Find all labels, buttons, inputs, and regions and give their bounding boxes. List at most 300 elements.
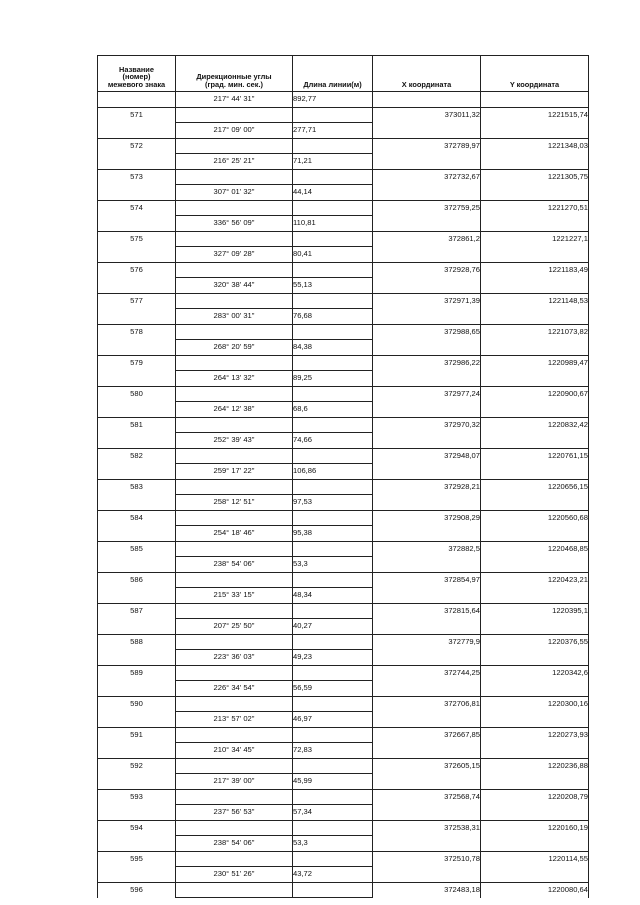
segment-y-empty [481,247,589,263]
segment-angle: 217° 09' 00" [176,123,293,139]
segment-angle: 217° 39' 00" [176,774,293,790]
header-name: Название (номер) межевого знака [98,56,176,92]
point-name: 596 [98,882,176,898]
point-x: 372706,81 [373,696,481,712]
point-y: 1221270,51 [481,200,589,216]
segment-row [98,278,589,294]
point-length-empty [293,293,373,309]
segment-row [98,526,589,542]
segment-x-empty [373,123,481,139]
point-row [98,386,589,402]
segment-name-empty [98,402,176,418]
point-y: 1220080,64 [481,882,589,898]
point-x: 372970,32 [373,417,481,433]
point-row [98,603,589,619]
segment-name-empty [98,557,176,573]
segment-x-empty [373,278,481,294]
segment-row [98,247,589,263]
segment-length: 53,3 [293,836,373,852]
point-row [98,262,589,278]
point-angle-empty [176,448,293,464]
segment-y-empty [481,495,589,511]
point-x: 372789,97 [373,138,481,154]
point-name: 588 [98,634,176,650]
point-name: 589 [98,665,176,681]
point-row [98,758,589,774]
point-length-empty [293,634,373,650]
point-angle-empty [176,138,293,154]
point-angle-empty [176,479,293,495]
segment-angle: 264° 12' 38" [176,402,293,418]
segment-length: 43,72 [293,867,373,883]
segment-length: 892,77 [293,92,373,108]
point-angle-empty [176,696,293,712]
point-angle-empty [176,634,293,650]
point-row [98,355,589,371]
segment-row [98,557,589,573]
segment-angle: 252° 39' 43" [176,433,293,449]
segment-angle: 268° 20' 59" [176,340,293,356]
point-x: 372861,2 [373,231,481,247]
segment-row [98,402,589,418]
point-x: 372854,97 [373,572,481,588]
segment-y-empty [481,340,589,356]
segment-row [98,619,589,635]
segment-length: 49,23 [293,650,373,666]
point-x: 372988,65 [373,324,481,340]
point-angle-empty [176,882,293,898]
segment-row [98,123,589,139]
point-x: 372510,78 [373,851,481,867]
segment-name-empty [98,681,176,697]
segment-angle: 230° 51' 26" [176,867,293,883]
point-y: 1221305,75 [481,169,589,185]
segment-row [98,712,589,728]
segment-row [98,185,589,201]
segment-row [98,650,589,666]
segment-length: 277,71 [293,123,373,139]
point-row [98,851,589,867]
table-body [98,92,589,898]
segment-x-empty [373,774,481,790]
segment-y-empty [481,154,589,170]
point-length-empty [293,479,373,495]
point-x: 372882,5 [373,541,481,557]
point-y: 1220761,15 [481,448,589,464]
segment-y-empty [481,681,589,697]
segment-name-empty [98,743,176,759]
point-row [98,169,589,185]
point-x: 372605,15 [373,758,481,774]
segment-length: 56,59 [293,681,373,697]
segment-y-empty [481,185,589,201]
segment-row [98,216,589,232]
point-y: 1220989,47 [481,355,589,371]
segment-name-empty [98,464,176,480]
segment-name-empty [98,650,176,666]
point-length-empty [293,789,373,805]
segment-length: 48,34 [293,588,373,604]
point-angle-empty [176,727,293,743]
segment-row [98,154,589,170]
point-row [98,634,589,650]
point-x: 372744,25 [373,665,481,681]
point-y: 1221348,03 [481,138,589,154]
segment-angle: 226° 34' 54" [176,681,293,697]
segment-angle: 237° 56' 53" [176,805,293,821]
point-length-empty [293,138,373,154]
segment-name-empty [98,836,176,852]
point-y: 1220208,79 [481,789,589,805]
segment-x-empty [373,216,481,232]
point-row [98,200,589,216]
segment-row [98,774,589,790]
segment-angle: 307° 01' 32" [176,185,293,201]
segment-length: 40,27 [293,619,373,635]
point-angle-empty [176,665,293,681]
segment-x-empty [373,805,481,821]
segment-row [98,433,589,449]
point-length-empty [293,851,373,867]
point-name: 571 [98,107,176,123]
segment-x-empty [373,433,481,449]
point-angle-empty [176,324,293,340]
point-length-empty [293,510,373,526]
point-length-empty [293,200,373,216]
point-length-empty [293,169,373,185]
point-name: 595 [98,851,176,867]
point-angle-empty [176,417,293,433]
segment-y-empty [481,867,589,883]
point-name: 578 [98,324,176,340]
point-x: 372928,76 [373,262,481,278]
point-angle-empty [176,541,293,557]
segment-angle: 336° 56' 09" [176,216,293,232]
segment-angle: 213° 57' 02" [176,712,293,728]
segment-length: 57,34 [293,805,373,821]
segment-y-empty [481,123,589,139]
point-x: 372568,74 [373,789,481,805]
point-row [98,293,589,309]
segment-length: 46,97 [293,712,373,728]
point-angle-empty [176,169,293,185]
segment-x-empty [373,309,481,325]
point-name: 575 [98,231,176,247]
point-y: 1220560,68 [481,510,589,526]
point-angle-empty [176,293,293,309]
point-angle-empty [176,510,293,526]
point-angle-empty [176,758,293,774]
point-row [98,541,589,557]
segment-y-empty [481,278,589,294]
segment-row [98,464,589,480]
point-y: 1220900,67 [481,386,589,402]
point-row [98,696,589,712]
point-y: 1220656,15 [481,479,589,495]
point-y: 1220423,21 [481,572,589,588]
point-x: 372908,29 [373,510,481,526]
point-y: 1221515,74 [481,107,589,123]
point-length-empty [293,448,373,464]
segment-name-empty [98,123,176,139]
segment-angle: 283° 00' 31" [176,309,293,325]
point-length-empty [293,820,373,836]
point-y: 1220395,1 [481,603,589,619]
point-row [98,820,589,836]
point-x: 372759,25 [373,200,481,216]
point-name: 590 [98,696,176,712]
point-length-empty [293,107,373,123]
point-name: 573 [98,169,176,185]
point-x: 372483,18 [373,882,481,898]
segment-angle: 217° 44' 31" [176,92,293,108]
point-length-empty [293,758,373,774]
point-x: 372779,9 [373,634,481,650]
segment-name-empty [98,588,176,604]
segment-x-empty [373,371,481,387]
segment-row [98,309,589,325]
point-x: 372971,39 [373,293,481,309]
point-y: 1220300,16 [481,696,589,712]
segment-length: 80,41 [293,247,373,263]
point-length-empty [293,386,373,402]
point-length-empty [293,231,373,247]
point-length-empty [293,603,373,619]
segment-angle: 216° 25' 21" [176,154,293,170]
segment-name-empty [98,278,176,294]
point-x: 372667,85 [373,727,481,743]
segment-length: 55,13 [293,278,373,294]
segment-x-empty [373,185,481,201]
segment-angle: 264° 13' 32" [176,371,293,387]
point-name: 582 [98,448,176,464]
segment-length: 71,21 [293,154,373,170]
segment-length: 45,99 [293,774,373,790]
point-x: 372538,31 [373,820,481,836]
segment-x-empty [373,154,481,170]
point-row [98,138,589,154]
segment-angle: 320° 38' 44" [176,278,293,294]
point-length-empty [293,665,373,681]
segment-length: 106,86 [293,464,373,480]
segment-y-empty [481,557,589,573]
point-length-empty [293,355,373,371]
point-name: 584 [98,510,176,526]
point-y: 1220236,88 [481,758,589,774]
point-x: 372948,07 [373,448,481,464]
point-length-empty [293,324,373,340]
point-y: 1220273,93 [481,727,589,743]
segment-y-empty [481,433,589,449]
point-length-empty [293,417,373,433]
segment-row [98,371,589,387]
segment-length: 89,25 [293,371,373,387]
point-row [98,727,589,743]
segment-angle: 254° 18' 46" [176,526,293,542]
point-angle-empty [176,262,293,278]
point-angle-empty [176,572,293,588]
point-row [98,479,589,495]
segment-name-empty [98,712,176,728]
point-row [98,665,589,681]
point-name: 591 [98,727,176,743]
segment-length: 68,6 [293,402,373,418]
segment-angle: 207° 25' 50" [176,619,293,635]
point-row [98,417,589,433]
point-name: 581 [98,417,176,433]
table-header-row [98,56,589,92]
segment-name-empty [98,340,176,356]
segment-name-empty [98,247,176,263]
point-name: 574 [98,200,176,216]
segment-length: 84,38 [293,340,373,356]
point-y: 1221227,1 [481,231,589,247]
point-x: 372732,67 [373,169,481,185]
segment-y-empty [481,712,589,728]
point-x: 372977,24 [373,386,481,402]
point-row [98,789,589,805]
segment-x-empty [373,743,481,759]
point-name: 587 [98,603,176,619]
point-row [98,510,589,526]
point-name: 594 [98,820,176,836]
segment-angle: 238° 54' 06" [176,557,293,573]
point-name: 586 [98,572,176,588]
point-name: 583 [98,479,176,495]
point-name: 577 [98,293,176,309]
segment-x-empty [373,650,481,666]
segment-name-empty [98,526,176,542]
point-length-empty [293,541,373,557]
segment-name-empty [98,805,176,821]
point-length-empty [293,882,373,898]
segment-y-empty [481,526,589,542]
point-x: 373011,32 [373,107,481,123]
point-name: 580 [98,386,176,402]
segment-name-empty [98,154,176,170]
point-angle-empty [176,789,293,805]
point-name: 592 [98,758,176,774]
segment-y-empty [481,619,589,635]
segment-row [98,836,589,852]
segment-y-empty [481,805,589,821]
segment-x-empty [373,402,481,418]
segment-length: 110,81 [293,216,373,232]
point-y: 1220376,55 [481,634,589,650]
segment-length: 76,68 [293,309,373,325]
point-y: 1220832,42 [481,417,589,433]
segment-x-empty [373,588,481,604]
segment-y-empty [481,464,589,480]
segment-x-empty [373,836,481,852]
segment-length: 53,3 [293,557,373,573]
segment-row [98,92,589,108]
point-x: 372928,21 [373,479,481,495]
segment-name-empty [98,185,176,201]
point-length-empty [293,572,373,588]
segment-name-empty [98,495,176,511]
point-y: 1220468,85 [481,541,589,557]
header-y: Y координата [481,56,589,92]
point-x: 372986,22 [373,355,481,371]
point-name: 576 [98,262,176,278]
point-row [98,572,589,588]
segment-y-empty [481,774,589,790]
segment-x-empty [373,557,481,573]
point-angle-empty [176,603,293,619]
segment-angle: 259° 17' 22" [176,464,293,480]
point-row [98,231,589,247]
segment-name-empty [98,309,176,325]
segment-angle: 258° 12' 51" [176,495,293,511]
segment-y-empty [481,309,589,325]
segment-y-empty [481,216,589,232]
point-y: 1221073,82 [481,324,589,340]
point-row [98,107,589,123]
segment-y-empty [481,371,589,387]
point-row [98,882,589,898]
segment-angle: 215° 33' 15" [176,588,293,604]
segment-angle: 210° 34' 45" [176,743,293,759]
point-row [98,448,589,464]
segment-y-empty [481,650,589,666]
segment-y-empty [481,588,589,604]
point-length-empty [293,262,373,278]
segment-length: 44,14 [293,185,373,201]
segment-name-empty [98,867,176,883]
segment-y-empty [481,836,589,852]
point-angle-empty [176,386,293,402]
point-angle-empty [176,107,293,123]
segment-row [98,867,589,883]
point-name: 585 [98,541,176,557]
point-x: 372815,64 [373,603,481,619]
point-name: 579 [98,355,176,371]
segment-x-empty [373,464,481,480]
segment-x-empty [373,867,481,883]
point-y: 1220114,55 [481,851,589,867]
segment-x-empty [373,712,481,728]
point-angle-empty [176,851,293,867]
segment-name-empty [98,433,176,449]
coordinates-table [97,55,589,898]
segment-row [98,743,589,759]
point-name: 572 [98,138,176,154]
segment-name-empty [98,619,176,635]
segment-angle: 238° 54' 06" [176,836,293,852]
point-y: 1221183,49 [481,262,589,278]
segment-name-empty [98,216,176,232]
point-row [98,324,589,340]
header-x: X координата [373,56,481,92]
point-length-empty [293,696,373,712]
point-y: 1220160,19 [481,820,589,836]
segment-length: 95,38 [293,526,373,542]
segment-angle: 327° 09' 28" [176,247,293,263]
segment-x-empty [373,340,481,356]
segment-name-empty [98,774,176,790]
segment-length: 74,66 [293,433,373,449]
segment-length: 72,83 [293,743,373,759]
header-angles: Дирекционные углы (град. мин. сек.) [176,56,293,92]
segment-name-empty [98,371,176,387]
segment-x-empty [373,619,481,635]
point-angle-empty [176,820,293,836]
segment-x-empty [373,526,481,542]
point-angle-empty [176,200,293,216]
segment-x-empty [373,495,481,511]
header-length: Длина линии(м) [293,56,373,92]
